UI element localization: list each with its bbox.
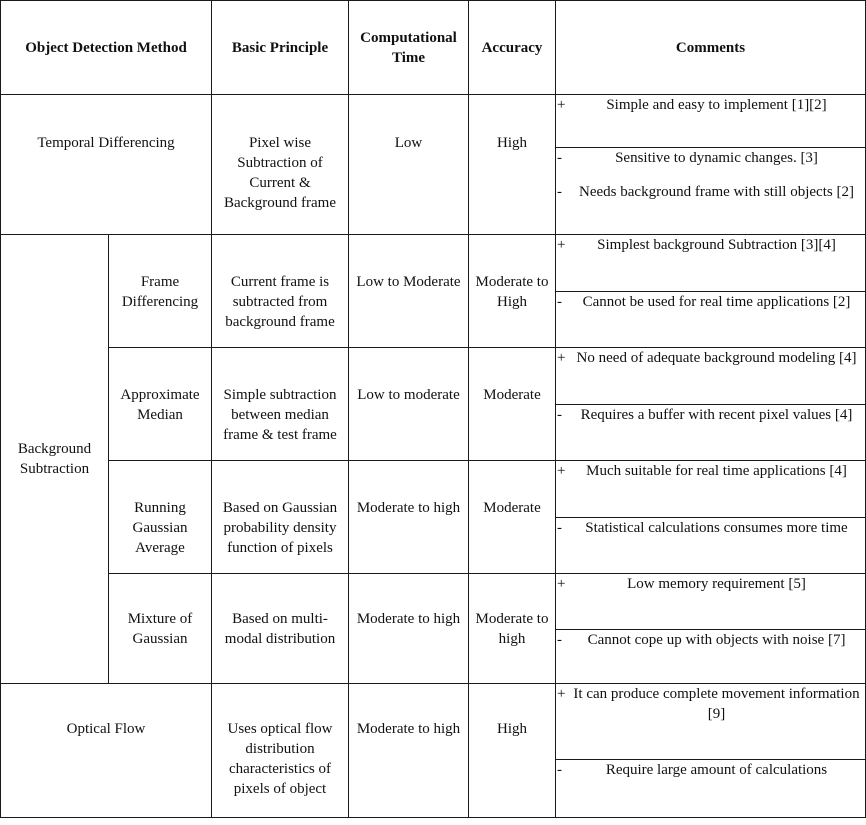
plus-sign: + [557,686,566,702]
principle-label: Uses optical flow distribution characteristics of pixels of object [227,721,333,797]
time-label: Moderate to high [356,721,461,737]
method-label: Optical Flow [66,721,146,737]
time-label: Low [394,135,423,151]
method-optical-flow [1,684,212,818]
accuracy-label: Moderate to high [475,611,549,647]
minus-sign: - [557,150,562,166]
comment-text: Sensitive to dynamic changes. [3] [615,150,818,166]
minus-sign: - [557,762,562,778]
method-label: Running Gaussian Average [132,500,188,556]
minus-sign: - [557,520,562,536]
principle-label: Current frame is subtracted from background frame [225,274,335,330]
comment-pro-approximate-median [556,348,866,405]
comment-pro-mixture-of-gaussian [556,574,866,630]
accuracy-label: Moderate [483,500,541,516]
header-row [1,1,866,95]
method-temporal-differencing [1,95,212,235]
plus-sign: + [557,576,566,592]
comment-text: Needs background frame with still objects [2] [579,184,854,200]
plus-sign: + [557,237,566,253]
row-approximate-median [1,348,866,405]
comment-text: Requires a buffer with recent pixel values [4] [580,407,853,423]
row-running-gaussian-average [1,461,866,518]
accuracy-frame-differencing [469,235,556,348]
time-label: Low to Moderate [356,274,461,290]
header-method-label: Object Detection Method [25,39,187,56]
accuracy-mixture-of-gaussian [469,574,556,684]
principle-mixture-of-gaussian [212,574,349,684]
accuracy-approximate-median [469,348,556,461]
comment-text: No need of adequate background modeling [4] [576,350,857,366]
comment-text: Require large amount of calculations [605,762,828,778]
time-optical-flow [349,684,469,818]
comment-pro-optical-flow [556,684,866,760]
accuracy-running-gaussian-average [469,461,556,574]
principle-optical-flow [212,684,349,818]
comment-pro-temporal-differencing [556,95,866,148]
group-background-subtraction [1,235,109,684]
method-mixture-of-gaussian [109,574,212,684]
comment-text: Cannot be used for real time applications [2] [582,294,851,310]
method-label: Approximate Median [120,387,200,423]
header-time-label: Computational Time [360,29,457,66]
header-comments [556,1,866,95]
header-principle [212,1,349,95]
time-frame-differencing [349,235,469,348]
comment-pro-frame-differencing [556,235,866,292]
principle-label: Based on multi-modal distribution [224,611,336,647]
comment-con-optical-flow [556,760,866,818]
row-frame-differencing [1,235,866,292]
principle-running-gaussian-average [212,461,349,574]
time-label: Moderate to high [356,611,461,627]
comment-text: Simple and easy to implement [1][2] [606,97,827,113]
principle-frame-differencing [212,235,349,348]
plus-sign: + [557,97,566,113]
principle-label: Pixel wise Subtraction of Current & Background frame [223,135,337,211]
accuracy-temporal-differencing [469,95,556,235]
minus-sign: - [557,632,562,648]
principle-label: Based on Gaussian probability density function of pixels [222,500,338,556]
accuracy-label: High [497,135,527,151]
method-label: Frame Differencing [121,274,199,310]
comment-text: Low memory requirement [5] [627,576,806,592]
comment-pro-running-gaussian-average [556,461,866,518]
minus-sign: - [557,407,562,423]
comment-text: Statistical calculations consumes more time [585,520,848,536]
row-mixture-of-gaussian [1,574,866,630]
principle-approximate-median [212,348,349,461]
header-accuracy [469,1,556,95]
group-label: Background Subtraction [17,441,92,477]
plus-sign: + [557,463,566,479]
time-mixture-of-gaussian [349,574,469,684]
comment-con-running-gaussian-average [556,518,866,574]
accuracy-label: Moderate [483,387,541,403]
plus-sign: + [557,350,566,366]
principle-label: Simple subtraction between median frame & test frame [223,387,337,443]
header-accuracy-label: Accuracy [481,39,543,56]
accuracy-label: High [497,721,527,737]
method-label: Mixture of Gaussian [127,611,193,647]
time-running-gaussian-average [349,461,469,574]
comment-con-approximate-median [556,405,866,461]
comment-con-mixture-of-gaussian [556,630,866,684]
comment-text: Much suitable for real time applications [4] [586,463,847,479]
comment-con-temporal-differencing [556,148,866,235]
method-running-gaussian-average [109,461,212,574]
header-method [1,1,212,95]
row-temporal-differencing [1,95,866,148]
minus-sign: - [557,184,562,200]
time-temporal-differencing [349,95,469,235]
comment-text: Cannot cope up with objects with noise [7] [587,632,846,648]
comment-text: Simplest background Subtraction [3][4] [597,237,836,253]
method-approximate-median [109,348,212,461]
principle-temporal-differencing [212,95,349,235]
accuracy-optical-flow [469,684,556,818]
method-frame-differencing [109,235,212,348]
header-comments-label: Comments [675,39,746,56]
minus-sign: - [557,294,562,310]
header-principle-label: Basic Principle [231,39,329,56]
method-label: Temporal Differencing [37,135,175,151]
accuracy-label: Moderate to High [475,274,549,310]
row-optical-flow [1,684,866,760]
comment-con-frame-differencing [556,292,866,348]
time-approximate-median [349,348,469,461]
time-label: Low to moderate [357,387,460,403]
time-label: Moderate to high [356,500,461,516]
header-time [349,1,469,95]
comment-text: It can produce complete movement information [9] [573,686,860,722]
